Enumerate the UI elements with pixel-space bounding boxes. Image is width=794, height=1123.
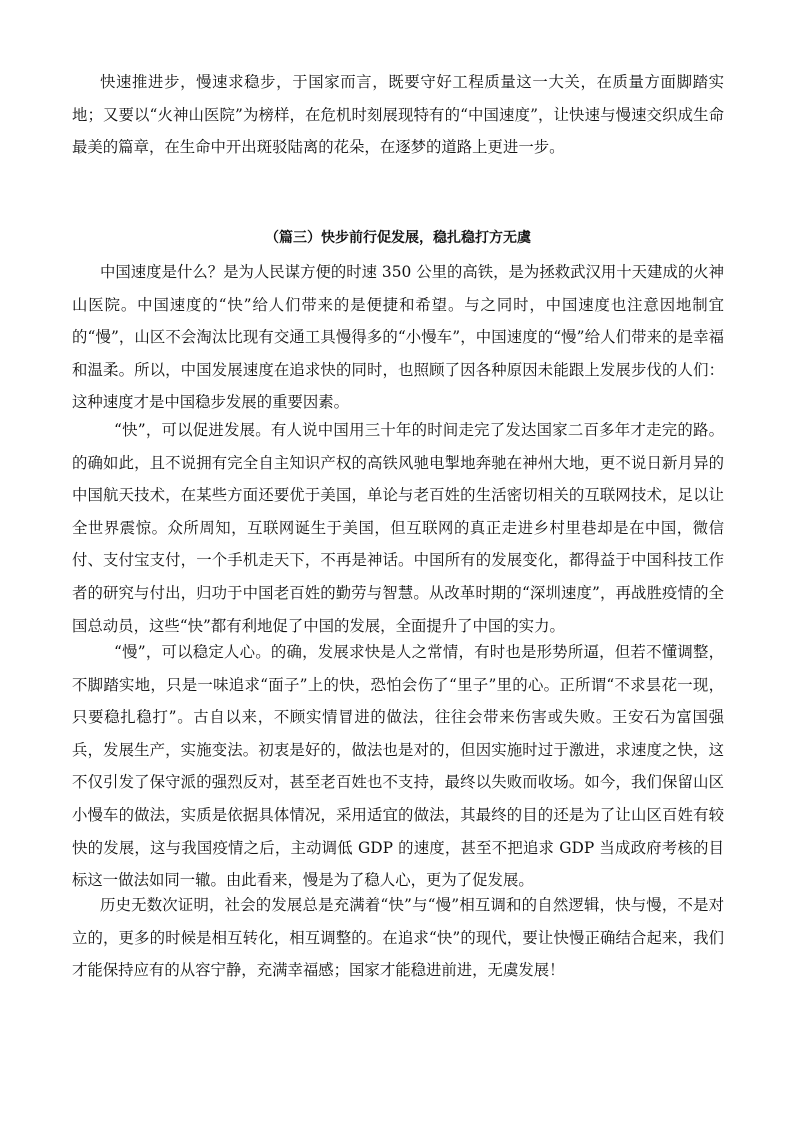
intro-paragraph: 快速推进步，慢速求稳步，于国家而言，既要守好工程质量这一大关，在质量方面脚踏实地；又要以“火神山医院”为榜样，在危机时刻展现特有的“中国速度”，让快速与慢速交织成生命最美的篇章，在生命中开出斑驳陆离的花朵，在逐梦的道路上更进一步。	[72, 73, 724, 157]
body-paragraph-4: 历史无数次证明，社会的发展总是充满着“快”与“慢”相互调和的自然逻辑，快与慢，不是对立的，更多的时候是相互转化，相互调整的。在追求“快”的现代，要让快慢正确结合起来，我们才能保持应有的从容宁静，充满幸福感；国家才能稳进前进，无虞发展！	[72, 896, 724, 980]
body-paragraph-2: “快”，可以促进发展。有人说中国用三十年的时间走完了发达国家二百多年才走完的路。的确如此，且不说拥有完全自主知识产权的高铁风驰电掣地奔驰在神州大地，更不说日新月异的中国航天技术，在某些方面还要优于美国，单论与老百姓的生活密切相关的互联网技术，足以让全世界震惊。众所周知，互联网诞生于美国，但互联网的真正走进乡村里巷却是在中国，微信付、支付宝支付，一个手机走天下，不再是神话。中国所有的发展变化，都得益于中国科技工作者的研究与付出，归功于中国老百姓的勤劳与智慧。从改革时期的“深圳速度”，再战胜疫情的全国总动员，这些“快”都有利地促了中国的发展，全面提升了中国的实力。	[72, 421, 724, 635]
section-title: （篇三）快步前行促发展，稳扎稳打方无虞	[265, 230, 531, 246]
body-paragraph-3: “慢”，可以稳定人心。的确，发展求快是人之常情，有时也是形势所逼，但若不懂调整，不脚踏实地，只是一味追求“面子”上的快，恐怕会伤了“里子”里的心。正所谓“不求昙花一现，只要稳扎稳打”。古自以来，不顾实情冒进的做法，往往会带来伤害或失败。王安石为富国强兵，发展生产，实施变法。初衷是好的，做法也是对的，但因实施时过于激进，求速度之快，这不仅引发了保守派的强烈反对，甚至老百姓也不支持，最终以失败而收场。如今，我们保留山区小慢车的做法，实质是依据具体情况，采用适宜的做法，其最终的目的还是为了让山区百姓有较快的发展，这与我国疫情之后，主动调低 GDP 的速度，甚至不把追求 GDP 当成政府考核的目标这一做法如同一辙。由此看来，慢是为了稳人心，更为了促发展。	[72, 643, 724, 890]
body-paragraph-1: 中国速度是什么？是为人民谋方便的时速 350 公里的高铁，是为拯救武汉用十天建成的火神山医院。中国速度的“快”给人们带来的是便捷和希望。与之同时，中国速度也注意因地制宜的“慢”，山区不会淘汰比现有交通工具慢得多的“小慢车”，中国速度的“慢”给人们带来的是幸福和温柔。所以，中国发展速度在追求快的同时，也照顾了因各种原因未能跟上发展步伐的人们：这种速度才是中国稳步发展的重要因素。	[72, 263, 725, 412]
